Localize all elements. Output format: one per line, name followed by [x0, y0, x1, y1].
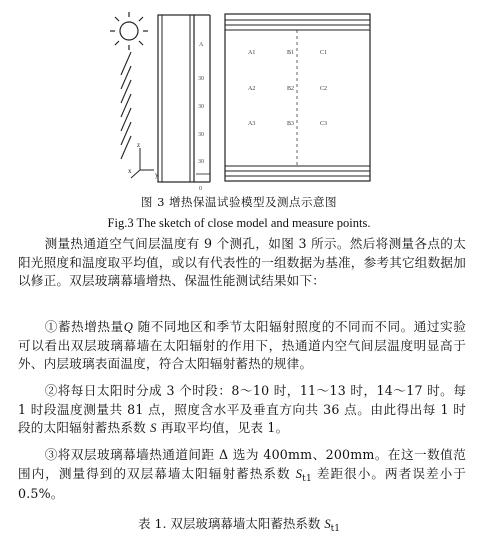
symbol-q: Q	[123, 320, 134, 334]
sensor-num-c: 30	[198, 132, 204, 138]
point-c1: C1	[320, 50, 328, 56]
solar-rays	[121, 52, 131, 159]
paragraph-measurement	[18, 235, 466, 291]
point-a1: A1	[248, 50, 256, 56]
paragraph-measurement-text: 测量热通道空气间层温度有 9 个测孔，如图 3 所示。然后将测量各点的太阳光照度和温度取平均值，或以有代表性的一组数据为基准，参考其它组数据加以修正。双层玻璃幕墙增热、保温性能测试结果如下：	[18, 236, 466, 289]
axis-triad	[131, 148, 154, 178]
sensor-num-d: 30	[198, 159, 204, 165]
wall-elevation	[225, 14, 370, 181]
sensor-num-a: 30	[198, 76, 204, 82]
p4-lead: ③将双层玻璃幕墙热通道间距 Δ 选为 400mm、200mm。在这一数值范围内，测量得到的双层幕墙太阳辐射蓄热系数	[18, 447, 466, 481]
point-b2: B2	[287, 86, 295, 92]
measure-points	[248, 50, 327, 127]
symbol-s: S	[150, 421, 157, 436]
table-caption-subscript: t1	[330, 524, 340, 534]
p4-rest: 差距很小。两者误差小于 0.5%。	[18, 465, 466, 502]
figure-3-sketch	[0, 0, 478, 200]
point-a3: A3	[248, 121, 256, 127]
paragraph-channel-spacing	[18, 446, 466, 504]
point-b1: B1	[287, 50, 295, 56]
axis-label-z: z	[137, 141, 141, 149]
p3-lead: ②将每日太阳时分成 3 个时段：8～10 时，11～13 时，14～17 时。每 1 时段温度测量共 81 点，照度含水平及垂直方向共 36 点。由此得出每 1 时段的太阳辐射蓄热系数	[18, 383, 466, 436]
p3-rest: 再取平均值，见表 1。	[156, 420, 289, 436]
point-c3: C3	[320, 121, 328, 127]
axis-label-x: x	[128, 167, 132, 175]
point-c2: C2	[320, 86, 328, 92]
sun-icon	[110, 12, 148, 50]
table-1-caption	[0, 514, 478, 532]
p2-lead: ①蓄热增热量	[44, 319, 124, 334]
figure-caption-en: Fig.3 The sketch of close model and measure points.	[107, 216, 371, 230]
point-a2: A2	[248, 86, 256, 92]
table-caption-symbol: S	[324, 517, 331, 531]
axis-label-y: y	[155, 171, 159, 179]
sensor-label-a: A	[199, 42, 204, 48]
table-caption-text: 表 1. 双层玻璃幕墙太阳蓄热系数	[138, 516, 325, 531]
wall-section	[158, 15, 210, 182]
paragraph-heat-storage	[18, 318, 466, 374]
zero-label: 0	[199, 186, 202, 192]
symbol-st1-subscript: t1	[302, 473, 312, 484]
symbol-st1: S	[295, 466, 303, 481]
sensor-num-b: 30	[198, 104, 204, 110]
point-b3: B3	[287, 121, 295, 127]
figure-caption-cn: 图 3 增热保温试验模型及测点示意图	[140, 195, 338, 209]
paragraph-time-periods	[18, 382, 466, 438]
p2-rest: 随不同地区和季节太阳辐射照度的不同而不同。通过实验可以看出双层玻璃幕墙在太阳辐射的作用下，热通道内空气间层温度明显高于外、内层玻璃表面温度，符合太阳辐射蓄热的规律。	[18, 319, 466, 372]
